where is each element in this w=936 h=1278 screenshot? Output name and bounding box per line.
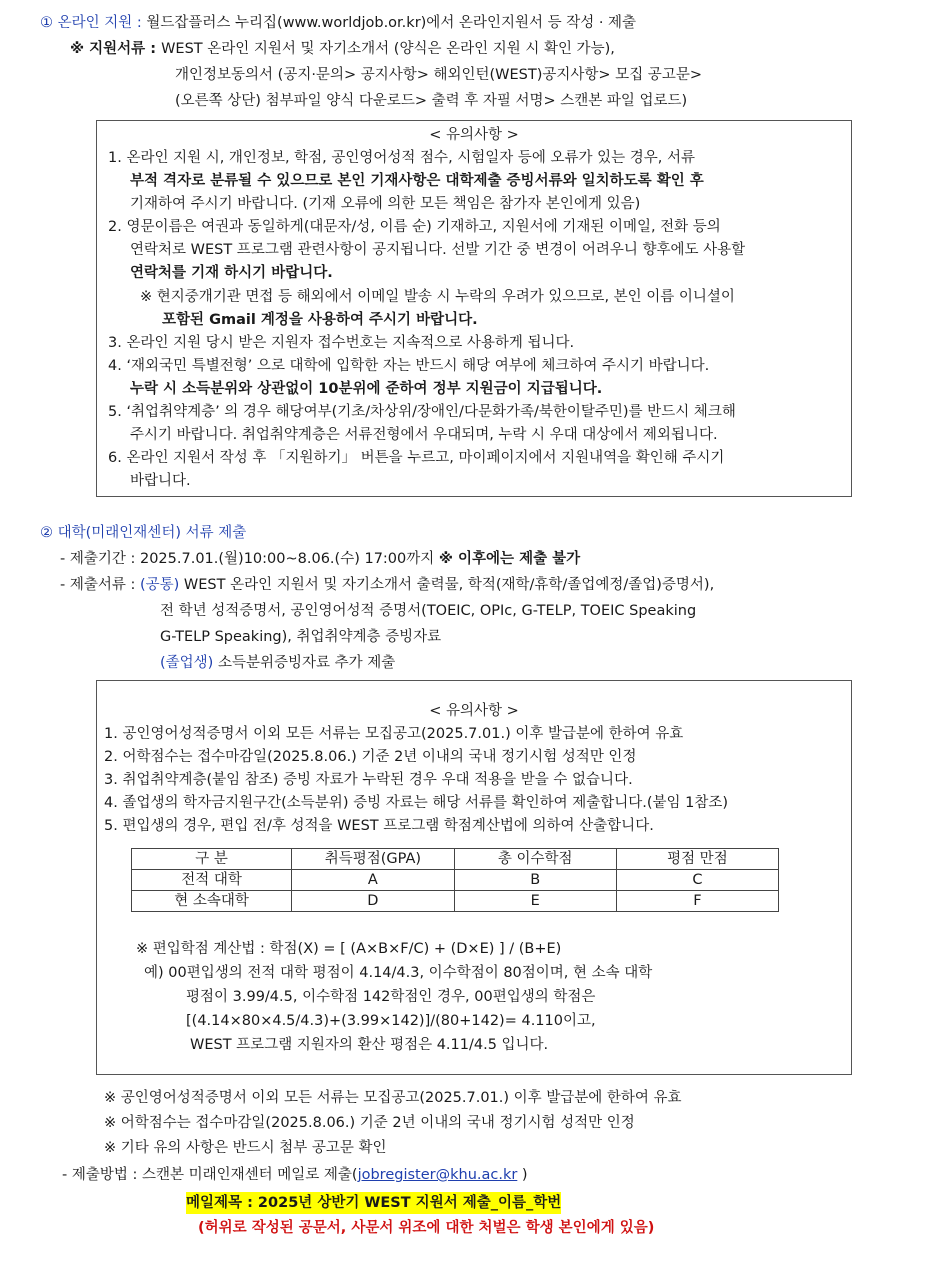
table-cell: F (616, 891, 778, 912)
table-row (132, 891, 779, 912)
method-label: - 제출방법 : (62, 1167, 138, 1183)
section1-docs-line3: (오른쪽 상단) 첨부파일 양식 다운로드> 출력 후 자필 서명> 스캔본 파일 업로드) (175, 93, 688, 109)
transfer-gpa-table (131, 848, 779, 912)
footnote: ※ 어학점수는 접수마감일(2025.8.06.) 기준 2년 이내의 국내 정기시험 성적만 인정 (104, 1115, 635, 1131)
calc-example: [(4.14×80×4.5/4.3)+(3.99×142)]/(80+142)= 4.110이고, (186, 1013, 596, 1029)
docs-line3: G-TELP Speaking), 취업취약계층 증빙자료 (160, 629, 442, 645)
section1-note: 6. 온라인 지원서 작성 후 「지원하기」 버튼을 누르고, 마이페이지에서 지원내역을 확인해 주시기 (108, 450, 725, 466)
section1-note: 연락처로 WEST 프로그램 관련사항이 공지됩니다. 선발 기간 중 변경이 어려우니 향후에도 사용할 (130, 242, 746, 258)
section2-heading (40, 522, 246, 544)
table-cell: A (292, 870, 454, 891)
period-value: 2025.7.01.(월)10:00~8.06.(수) 17:00까지 (139, 551, 435, 567)
section1-note: 주시기 바랍니다. 취업취약계층은 서류전형에서 우대되며, 누락 시 우대 대상에서 제외됩니다. (130, 427, 718, 443)
calc-formula: ※ 편입학점 계산법 : 학점(X) = [ (A×B×F/C) + (D×E) ] / (B+E) (136, 941, 562, 957)
section1-note: 2. 영문이름은 여권과 동일하게(대문자/성, 이름 순) 기재하고, 지원서에 기재된 이메일, 전화 등의 (108, 219, 721, 235)
table-header: 총 이수학점 (454, 849, 616, 870)
section1-note: 1. 온라인 지원 시, 개인정보, 학점, 공인영어성적 점수, 시험일자 등에 오류가 있는 경우, 서류 (108, 150, 696, 166)
table-cell: B (454, 870, 616, 891)
submission-method (62, 1164, 528, 1186)
calc-result: WEST 프로그램 지원자의 환산 평점은 4.11/4.5 입니다. (190, 1037, 549, 1053)
section1-note: 5. ‘취업취약계층’ 의 경우 해당여부(기초/차상위/장애인/다문화가족/북한이탈주민)를 반드시 체크해 (108, 404, 736, 420)
section1-note: 연락처를 기재 하시기 바랍니다. (130, 265, 333, 281)
section1-notes-title: < 유의사항 > (429, 127, 519, 143)
section2-note: 1. 공인영어성적증명서 이외 모든 서류는 모집공고(2025.7.01.) 이후 발급분에 한하여 유효 (104, 726, 684, 742)
grad-docs-line (160, 652, 395, 674)
section2-note: 4. 졸업생의 학자금지원구간(소득분위) 증빙 자료는 해당 서류를 확인하여 제출합니다.(붙임 1참조) (104, 795, 729, 811)
section1-docs-line2: 개인정보동의서 (공지·문의> 공지사항> 해외인턴(WEST)공지사항> 모집 공고문> (175, 67, 702, 83)
docs-line1: WEST 온라인 지원서 및 자기소개서 출력물, 학적(재학/휴학/졸업예정/졸업)증명서), (183, 577, 715, 593)
section1-desc: 월드잡플러스 누리집(www.worldjob.or.kr)에서 온라인지원서 등 작성 · 제출 (146, 15, 637, 31)
section2-number: ② (40, 525, 53, 541)
common-tag: (공통) (139, 577, 180, 593)
table-cell: D (292, 891, 454, 912)
period-note: ※ 이후에는 제출 불가 (438, 551, 581, 567)
section2-note: 3. 취업취약계층(붙임 참조) 증빙 자료가 누락된 경우 우대 적용을 받을 수 없습니다. (104, 772, 633, 788)
method-text: 스캔본 미래인재센터 메일로 제출( (141, 1167, 358, 1183)
calc-example: 예) 00편입생의 전적 대학 평점이 4.14/4.3, 이수학점이 80점이며, 현 소속 대학 (144, 965, 653, 981)
section1-note: ※ 현지중개기관 면접 등 해외에서 이메일 발송 시 누락의 우려가 있으므로, 본인 이름 이니셜이 (140, 289, 735, 305)
table-cell: 전적 대학 (132, 870, 292, 891)
period-label: - 제출기간 : (60, 551, 136, 567)
section1-docs-line1: WEST 온라인 지원서 및 자기소개서 (양식은 온라인 지원 시 확인 가능), (161, 41, 615, 57)
section2-note: 5. 편입생의 경우, 편입 전/후 성적을 WEST 프로그램 학점계산법에 의하여 산출합니다. (104, 818, 654, 834)
table-cell: 현 소속대학 (132, 891, 292, 912)
calc-example: 평점이 3.99/4.5, 이수학점 142학점인 경우, 00편입생의 학점은 (186, 989, 596, 1005)
docs-line2: 전 학년 성적증명서, 공인영어성적 증명서(TOEIC, OPIc, G-TELP, TOEIC Speaking (160, 603, 697, 619)
table-header: 평점 만점 (616, 849, 778, 870)
table-cell: C (616, 870, 778, 891)
table-cell: E (454, 891, 616, 912)
section2-docs (60, 574, 714, 596)
section2-period (60, 548, 580, 570)
grad-docs: 소득분위증빙자료 추가 제출 (217, 655, 396, 671)
footnote: ※ 공인영어성적증명서 이외 모든 서류는 모집공고(2025.7.01.) 이후 발급분에 한하여 유효 (104, 1090, 682, 1106)
section1-note: 4. ‘재외국민 특별전형’ 으로 대학에 입학한 자는 반드시 해당 여부에 체크하여 주시기 바랍니다. (108, 358, 710, 374)
section1-heading (40, 12, 636, 34)
section2-title: 대학(미래인재센터) 서류 제출 (57, 525, 247, 541)
section1-note: 누락 시 소득분위와 상관없이 10분위에 준하여 정부 지원금이 지급됩니다. (130, 381, 603, 397)
docs-label: - 제출서류 : (60, 577, 136, 593)
footnote: ※ 기타 유의 사항은 반드시 첨부 공고문 확인 (104, 1140, 387, 1156)
grad-tag: (졸업생) (160, 655, 214, 671)
section1-note: 3. 온라인 지원 당시 받은 지원자 접수번호는 지속적으로 사용하게 됩니다. (108, 335, 575, 351)
table-row (132, 870, 779, 891)
section1-docs-label: ※ 지원서류 : (70, 41, 157, 57)
section1-note: 포함된 Gmail 계정을 사용하여 주시기 바랍니다. (162, 312, 478, 328)
method-close: ) (521, 1167, 528, 1183)
section1-title: 온라인 지원 : (57, 15, 142, 31)
section1-note: 바랍니다. (130, 473, 191, 489)
table-header: 구 분 (132, 849, 292, 870)
section2-notes-title: < 유의사항 > (429, 703, 519, 719)
table-header-row (132, 849, 779, 870)
mail-subject: 메일제목 : 2025년 상반기 WEST 지원서 제출_이름_학번 (186, 1192, 561, 1214)
table-header: 취득평점(GPA) (292, 849, 454, 870)
section2-note: 2. 어학점수는 접수마감일(2025.8.06.) 기준 2년 이내의 국내 정기시험 성적만 인정 (104, 749, 637, 765)
section1-note: 기재하여 주시기 바랍니다. (기재 오류에 의한 모든 책임은 참가자 본인에게 있음) (130, 196, 641, 212)
section1-docs (70, 38, 615, 60)
section1-note: 부적 격자로 분류될 수 있으므로 본인 기재사항은 대학제출 증빙서류와 일치하도록 확인 후 (130, 173, 704, 189)
section1-number: ① (40, 15, 53, 31)
warning-note: (허위로 작성된 공문서, 사문서 위조에 대한 처벌은 학생 본인에게 있음) (198, 1220, 655, 1236)
email-link[interactable]: jobregister@khu.ac.kr (357, 1167, 518, 1183)
